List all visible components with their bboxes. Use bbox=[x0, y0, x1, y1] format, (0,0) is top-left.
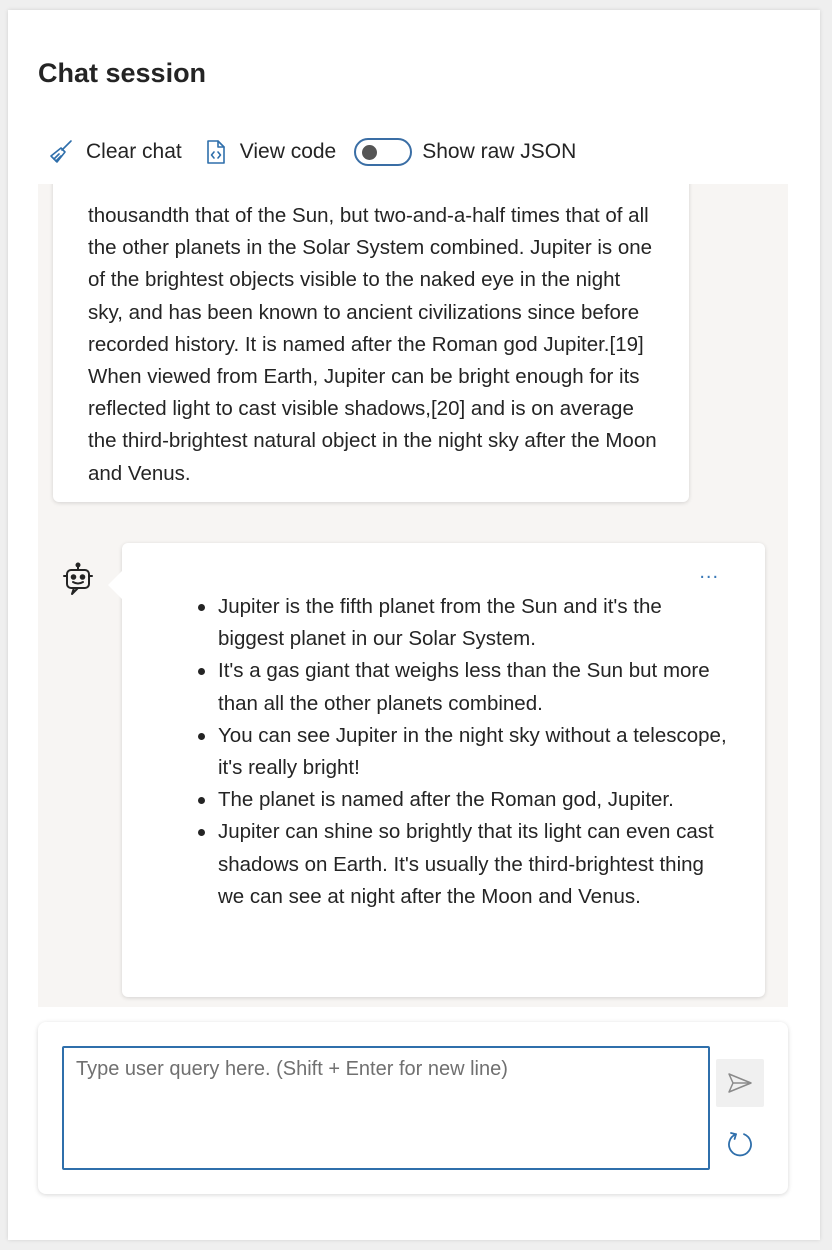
raw-json-label: Show raw JSON bbox=[422, 140, 577, 163]
send-icon bbox=[727, 1072, 753, 1094]
input-area bbox=[38, 1022, 788, 1194]
bot-message-list bbox=[218, 591, 733, 913]
list-item: You can see Jupiter in the night sky without a telescope, it's really bright! bbox=[218, 720, 733, 784]
page-title: Chat session bbox=[38, 58, 207, 88]
view-code-button[interactable] bbox=[204, 139, 337, 165]
chat-history[interactable] bbox=[38, 184, 788, 1007]
chat-panel bbox=[8, 10, 820, 1240]
send-button[interactable] bbox=[716, 1059, 764, 1107]
clear-chat-button[interactable] bbox=[48, 139, 182, 165]
toolbar bbox=[48, 128, 576, 176]
list-item: It's a gas giant that weighs less than the Sun but more than all the other planets combined. bbox=[218, 655, 733, 719]
more-options-icon[interactable]: ... bbox=[699, 561, 719, 583]
user-message-text: thousandth that of the Sun, but two-and-a-half times that of all the other planets in the Solar System combined. Jupiter is one of the brightest objects visible to the naked eye in the night sky, and has been known to ancient civilizations since before recorded history. It is named after the Roman god Jupiter.[19] When viewed from Earth, Jupiter can be bright enough for its reflected light to cast visible shadows,[20] and is on average the third-brightest natural object in the night sky after the Moon and Venus. bbox=[88, 204, 657, 485]
list-item: Jupiter can shine so brightly that its light can even cast shadows on Earth. It's usually the third-brightest thing we can see at night after the Moon and Venus. bbox=[218, 816, 733, 913]
bot-message bbox=[122, 543, 765, 997]
view-code-label: View code bbox=[239, 140, 337, 163]
toggle-knob bbox=[362, 145, 377, 160]
bot-icon bbox=[60, 562, 96, 598]
list-item: The planet is named after the Roman god, Jupiter. bbox=[218, 784, 733, 816]
raw-json-toggle[interactable] bbox=[354, 138, 412, 166]
refresh-icon bbox=[725, 1129, 755, 1159]
code-file-icon bbox=[204, 139, 228, 165]
user-message bbox=[53, 184, 689, 502]
clear-chat-label: Clear chat bbox=[86, 140, 182, 163]
list-item: Jupiter is the fifth planet from the Sun and it's the biggest planet in our Solar System. bbox=[218, 591, 733, 655]
reset-chat-button[interactable] bbox=[722, 1126, 758, 1162]
broom-icon bbox=[48, 139, 74, 165]
query-input[interactable] bbox=[62, 1046, 710, 1170]
